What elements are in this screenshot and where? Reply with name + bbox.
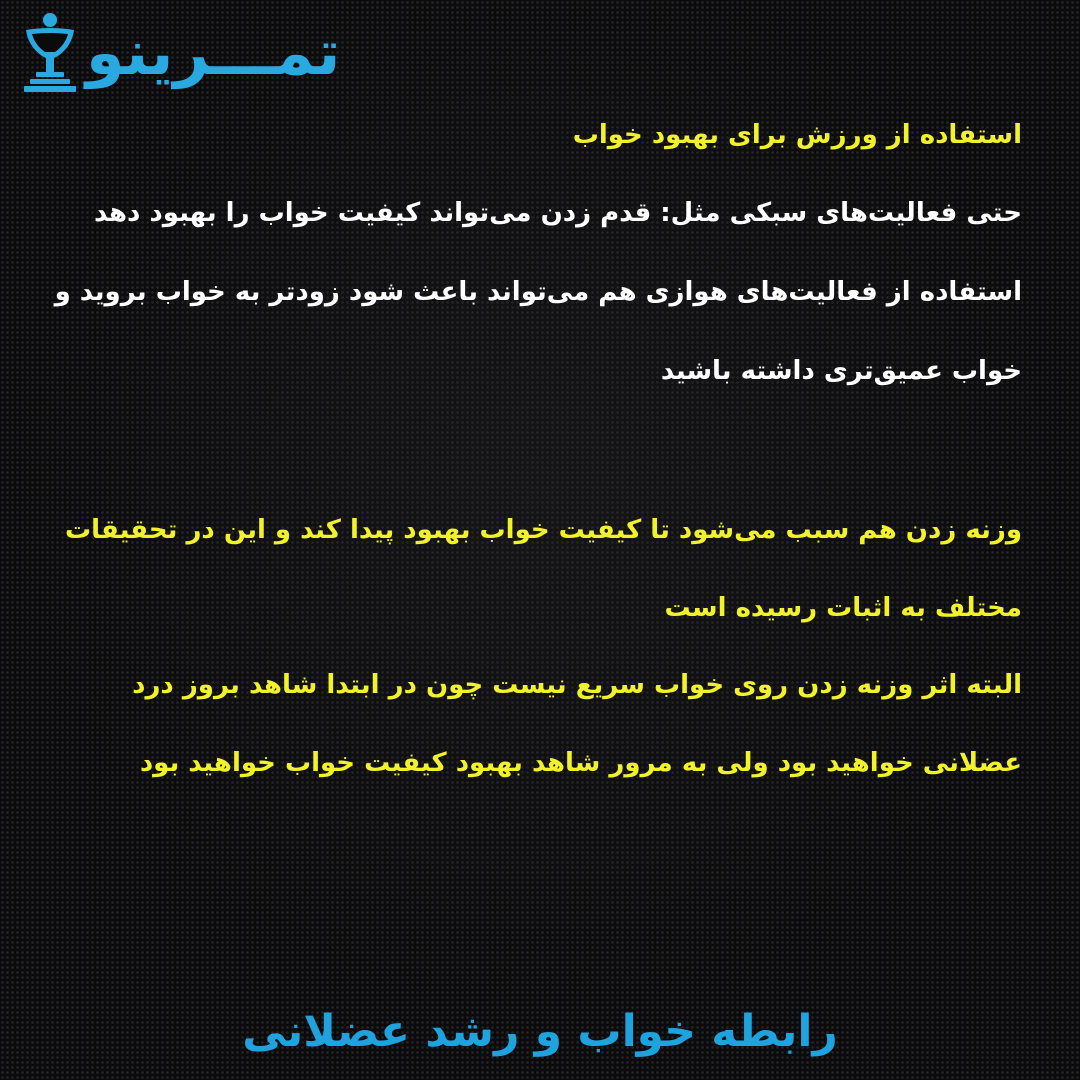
paragraph2-line-4: عضلانی خواهید بود ولی به مرور شاهد بهبود کیفیت خواب خواهید بود bbox=[139, 748, 1022, 778]
brand-logo bbox=[18, 8, 340, 98]
paragraph1-line-2: استفاده از فعالیت‌های هوازی هم می‌تواند باعث شود زودتر به خواب بروید و bbox=[54, 277, 1022, 307]
paragraph2-line-1: وزنه زدن هم سبب می‌شود تا کیفیت خواب بهبود پیدا کند و این در تحقیقات bbox=[64, 515, 1022, 545]
paragraph1-line-3: خواب عمیق‌تری داشته باشید bbox=[660, 356, 1022, 386]
paragraph1-heading: استفاده از ورزش برای بهبود خواب bbox=[572, 120, 1022, 150]
footer-title: رابطه خواب و رشد عضلانی bbox=[242, 1006, 838, 1057]
paragraph-spacer bbox=[62, 411, 1022, 491]
paragraph1-line-1: حتی فعالیت‌های سبکی مثل: قدم زدن می‌تواند کیفیت خواب را بهبود دهد bbox=[93, 198, 1022, 228]
paragraph2-line-3: البته اثر وزنه زدن روی خواب سریع نیست چون در ابتدا شاهد بروز درد bbox=[132, 670, 1022, 700]
trophy-icon bbox=[18, 12, 82, 94]
article-body bbox=[54, 97, 1022, 803]
brand-name: تمـــرینو bbox=[86, 16, 341, 89]
paragraph2-line-2: مختلف به اثبات رسیده است bbox=[664, 593, 1022, 623]
